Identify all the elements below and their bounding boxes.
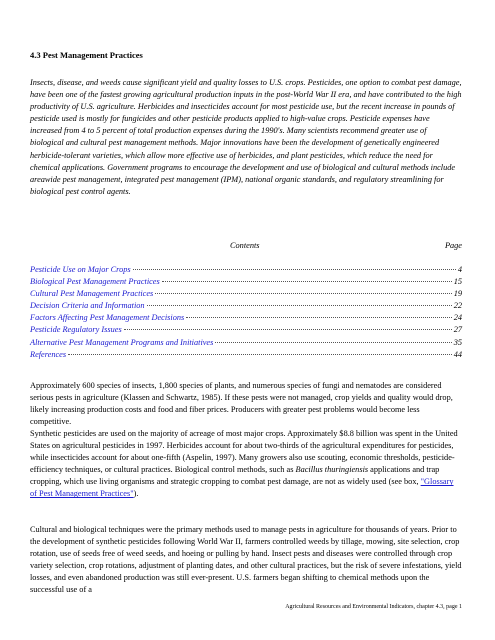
toc-page-number: 27 [453,325,462,335]
paragraph-pest-species: Approximately 600 species of insects, 1,800 species of plants, and numerous species of fungi and nematodes are considered serious pests in agriculture (Klassen and Schwartz, 1985). If these pests were not managed, crop yields and quality would drop, likely increasing production costs and food and fiber prices. Producers with greater pest problems would become less competitive. [30,381,453,427]
paragraph-text: Synthetic pesticides are used on the majority of acreage of most major crops. Approximately $8.8 billion was spent in the United States on agricultural pesticides in 1997. Herbicides account for about two-thirds of the agricultural expenditures for pesticides, while insecticides account for about one-fifth (Aspelin, 1997). Many growers also use scouting, economic thresholds, pesticide-efficiency techniques, or cultural practices. Biological control methods, such as [30,429,458,475]
toc-page-number: 22 [453,301,462,311]
toc-leader [147,305,452,306]
toc-link-alternative[interactable]: Alternative Pest Management Programs and Initiatives [30,337,214,347]
intro-paragraph: Insects, disease, and weeds cause significant yield and quality losses to U.S. crops. Pesticides, one option to combat pest damage, have been one of the fastest growing agricultural production inputs in the post-World War II era, and have contributed to the high productivity of U.S. agriculture. Herbicides and insecticides account for most pesticide use, but the recent increase in pounds of pesticide used is mostly for fungicides and other pesticide products applied to high-value crops. Pesticide expenses have increased from 4 to 5 percent of total production expenses during the 1990's. Many scientists recommend greater use of biological and cultural pest management methods. Major innovations have been the development of genetically engineered herbicide-tolerant varieties, which allow more effective use of herbicides, and plant pesticides, which reduce the need for chemical applications. Government programs to encourage the development and use of biological and cultural methods include areawide pest management, integrated pest management (IPM), national organic standards, and regulatory streamlining for biological pest control agents. [30,78,462,196]
toc-page-number: 15 [453,277,462,287]
toc-leader [155,293,451,294]
toc-leader [68,354,452,355]
toc-contents-label: Contents [230,241,260,250]
toc-page-number: 24 [453,313,462,323]
toc-link-pesticide-use[interactable]: Pesticide Use on Major Crops [30,265,131,274]
toc-leader [133,269,456,270]
toc-link-biological[interactable]: Biological Pest Management Practices [30,277,160,287]
toc-page-number: 35 [453,337,462,347]
toc-item [30,277,462,289]
toc-link-regulatory[interactable]: Pesticide Regulatory Issues [30,325,122,335]
section-heading: 4.3 Pest Management Practices [30,50,143,60]
paragraph-text: ). [133,489,139,499]
toc-leader [162,281,452,282]
table-of-contents [30,265,462,362]
toc-item [30,301,462,313]
toc-item [30,338,462,350]
toc-item [30,313,462,325]
page-footer: Agricultural Resources and Environmental Indicators, chapter 4.3, page 1 [285,604,462,610]
toc-leader [124,329,452,330]
toc-page-number: 4 [457,265,462,274]
toc-item [30,350,462,362]
toc-item [30,265,462,277]
toc-leader [215,342,451,343]
toc-page-number: 44 [453,349,462,359]
toc-link-factors[interactable]: Factors Affecting Pest Management Decisions [30,313,185,323]
toc-page-label: Page [444,241,462,250]
toc-page-number: 19 [453,289,462,299]
toc-link-cultural[interactable]: Cultural Pest Management Practices [30,289,154,299]
species-name: Bacillus thuringiensis [295,465,369,475]
paragraph-synthetic-pesticides [30,428,462,501]
toc-link-references[interactable]: References [30,349,67,359]
paragraph-cultural-history: Cultural and biological techniques were the primary methods used to manage pests in agriculture for thousands of years. Prior to the development of synthetic pesticides following World War II, farmers controlled weeds by tillage, mowing, site selection, crop rotation, use of seeds free of weed seeds, and hoeing or pulling by hand. Insect pests and diseases were controlled through crop variety selection, crop rotations, adjustment of planting dates, and other cultural practices, but the risk of severe infestations, yield losses, and even abandoned production was still ever-present. U.S. farmers began shifting to chemical methods upon the successful use of a [30,525,462,595]
toc-leader [186,317,451,318]
paragraph-text: applications and trap cropping, which use living organisms and strategic cropping to combat pest damage, are not as widely used (see box, [30,465,440,487]
toc-item [30,325,462,337]
toc-item [30,289,462,301]
toc-link-decision-criteria[interactable]: Decision Criteria and Information [30,301,145,311]
glossary-link[interactable]: "Glossary of Pest Management Practices" [30,477,454,499]
